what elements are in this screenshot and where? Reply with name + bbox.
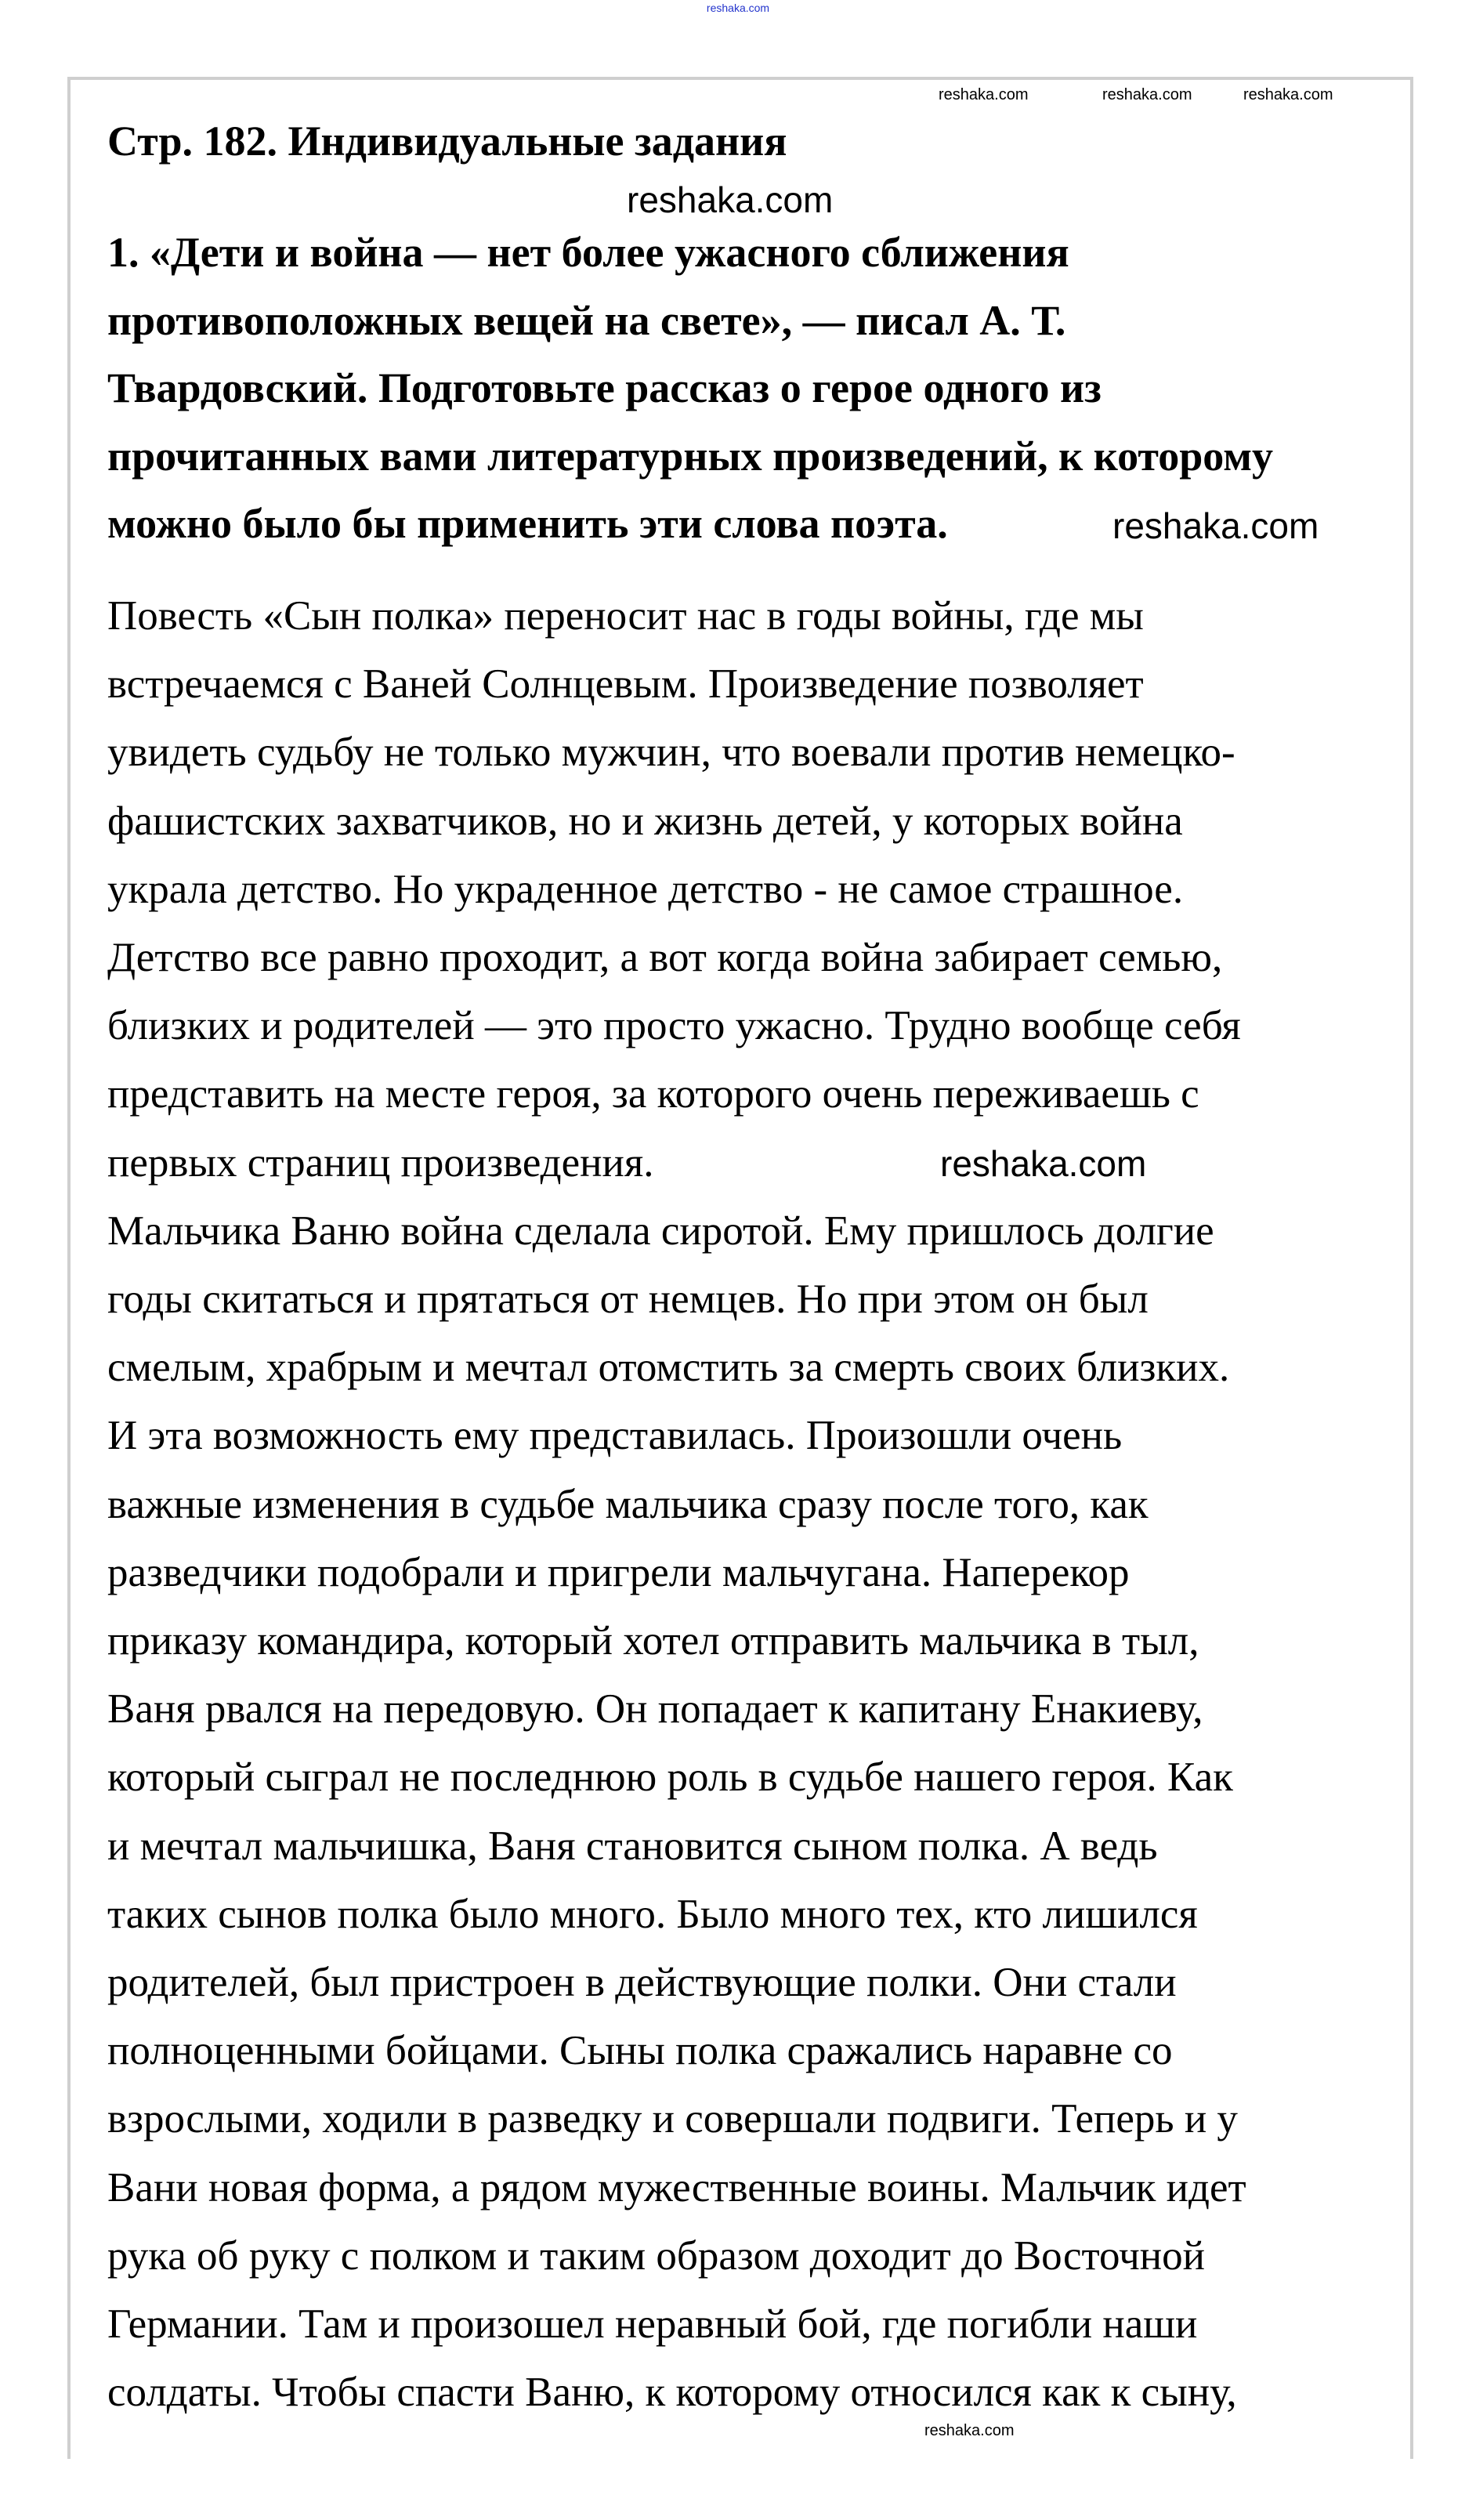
watermark: reshaka.com (1243, 86, 1333, 103)
body-text-line: Мальчика Ваню война сделала сиротой. Ему пришлось долгие (107, 1208, 1214, 1254)
watermark: reshaka.com (939, 86, 1029, 103)
body-text-line: и мечтал мальчишка, Ваня становится сыном полка. А ведь (107, 1823, 1158, 1869)
question-line: 1. «Дети и война — нет более ужасного сближения (107, 229, 1069, 276)
body-text-line: полноценными бойцами. Сыны полка сражались наравне со (107, 2028, 1173, 2074)
body-text-line: солдаты. Чтобы спасти Ваню, к которому относился как к сыну, (107, 2370, 1237, 2416)
question-line: можно было бы применить эти слова поэта. (107, 500, 948, 547)
body-text-line: таких сынов полка было много. Было много тех, кто лишился (107, 1891, 1198, 1937)
body-text-line: первых страниц произведения. (107, 1139, 654, 1186)
watermark: reshaka.com (627, 179, 834, 220)
watermark: reshaka.com (924, 2422, 1015, 2439)
body-text-line: украла детство. Но украденное детство - не самое страшное. (107, 866, 1184, 912)
body-text-line: родителей, был пристроен в действующие полки. Они стали (107, 1960, 1177, 2005)
body-text-line: рука об руку с полком и таким образом доходит до Восточной (107, 2232, 1205, 2279)
body-text-line: приказу командира, который хотел отправить мальчика в тыл, (107, 1618, 1199, 1664)
body-text-line: Вани новая форма, а рядом мужественные воины. Мальчик идет (107, 2164, 1246, 2210)
body-text-line: который сыграл не последнюю роль в судьбе нашего героя. Как (107, 1754, 1233, 1801)
body-text-line: Повесть «Сын полка» переносит нас в годы войны, где мы (107, 593, 1144, 639)
question-line: Твардовский. Подготовьте рассказ о герое одного из (107, 364, 1102, 411)
watermark: reshaka.com (1102, 86, 1192, 103)
question-line: прочитанных вами литературных произведений, к которому (107, 432, 1274, 480)
body-text-line: встречаемся с Ваней Солнцевым. Произведение позволяет (107, 661, 1144, 708)
body-text-line: фашистских захватчиков, но и жизнь детей, у которых война (107, 798, 1183, 844)
site-watermark-top: reshaka.com (706, 2, 770, 14)
watermark: reshaka.com (940, 1143, 1147, 1184)
body-text-line: разведчики подобрали и пригрели мальчугана. Наперекор (107, 1549, 1130, 1595)
body-text-line: важные изменения в судьбе мальчика сразу после того, как (107, 1481, 1149, 1527)
body-text-line: Ваня рвался на передовую. Он попадает к капитану Енакиеву, (107, 1686, 1203, 1732)
body-text-line: годы скитаться и прятаться от немцев. Но при этом он был (107, 1276, 1149, 1322)
body-text-line: И эта возможность ему представилась. Произошли очень (107, 1413, 1123, 1459)
body-text-line: близких и родителей — это просто ужасно. Трудно вообще себя (107, 1003, 1241, 1049)
question-line: противоположных вещей на свете», — писал А. Т. (107, 296, 1066, 344)
body-text-line: смелым, храбрым и мечтал отомстить за смерть своих близких. (107, 1345, 1230, 1391)
watermark: reshaka.com (1112, 505, 1319, 546)
body-text-line: представить на месте героя, за которого очень переживаешь с (107, 1071, 1199, 1117)
body-text-line: увидеть судьбу не только мужчин, что воевали против немецко- (107, 730, 1235, 776)
page-title: Стр. 182. Индивидуальные задания (107, 118, 787, 165)
body-text-line: взрослыми, ходили в разведку и совершали подвиги. Теперь и у (107, 2096, 1238, 2142)
body-text-line: Германии. Там и произошел неравный бой, где погибли наши (107, 2301, 1198, 2347)
body-text-line: Детство все равно проходит, а вот когда война забирает семью, (107, 935, 1223, 980)
